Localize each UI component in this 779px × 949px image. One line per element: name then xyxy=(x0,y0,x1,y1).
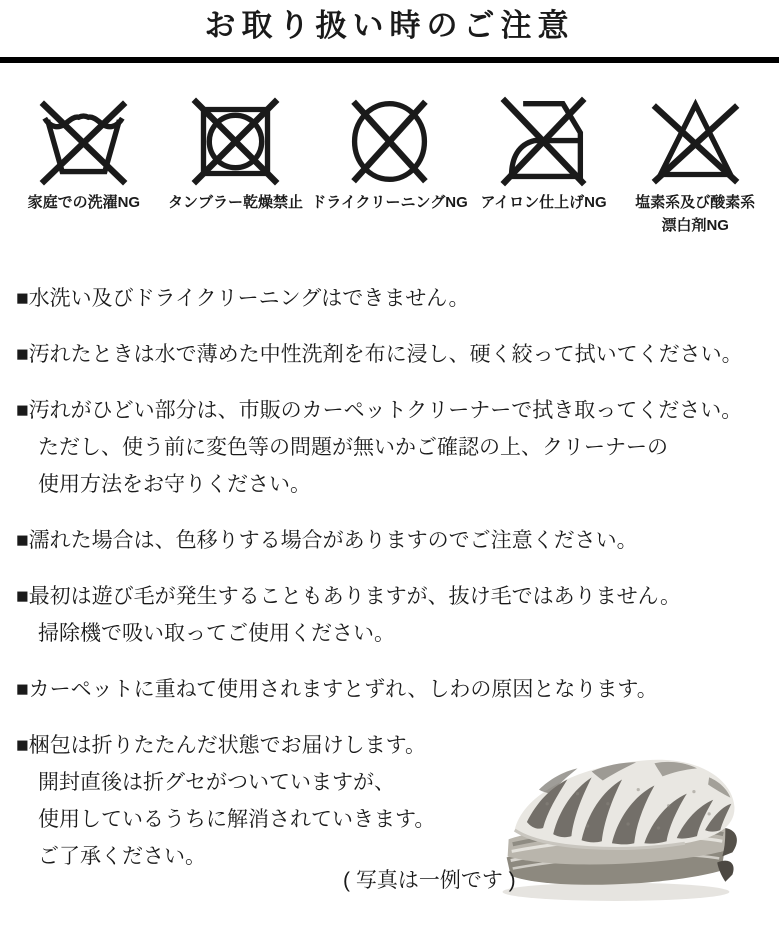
note-item xyxy=(16,671,779,708)
note-line: ■濡れた場合は、色移りする場合がありますのでご注意ください。 xyxy=(16,529,638,552)
no-dry-cleaning-icon xyxy=(341,93,438,190)
note-line: ■汚れがひどい部分は、市販のカーペットクリーナーで拭き取ってください。 xyxy=(16,399,743,422)
no-bleach-icon xyxy=(647,93,744,190)
care-symbol-label: ドライクリーニングNG xyxy=(311,194,468,211)
note-line: ■梱包は折りたたんだ状態でお届けします。 xyxy=(16,734,427,757)
note-item xyxy=(16,280,779,317)
note-line: 使用しているうちに解消されていきます。 xyxy=(38,808,436,831)
care-symbol-label: 家庭での洗濯NG xyxy=(27,194,141,211)
care-symbol-no-dry-cleaning xyxy=(311,93,467,213)
note-item xyxy=(16,336,779,373)
no-ironing-icon xyxy=(495,93,592,190)
product-photo xyxy=(486,743,750,905)
notes-list xyxy=(0,236,779,939)
note-line: ■カーペットに重ねて使用されますとずれ、しわの原因となります。 xyxy=(16,678,658,701)
care-symbol-label: 漂白剤NG xyxy=(661,217,729,234)
note-line: 使用方法をお守りください。 xyxy=(38,473,311,496)
care-symbol-no-bleach xyxy=(619,93,771,236)
note-line: ただし、使う前に変色等の問題が無いかご確認の上、クリーナーの xyxy=(38,436,668,459)
folded-rug-photo xyxy=(486,743,750,905)
note-line: 掃除機で吸い取ってご使用ください。 xyxy=(38,622,395,645)
note-line: 開封直後は折グセがついていますが、 xyxy=(38,771,395,794)
note-line: ご了承ください。 xyxy=(38,845,206,868)
no-home-washing-icon xyxy=(35,93,132,190)
care-symbol-no-tumble-dry xyxy=(160,93,312,213)
note-line: ■最初は遊び毛が発生することもありますが、抜け毛ではありません。 xyxy=(16,585,681,608)
no-tumble-dry-icon xyxy=(187,93,284,190)
packing-note-section xyxy=(16,727,779,939)
note-item xyxy=(16,522,779,559)
note-line: ■汚れたときは水で薄めた中性洗剤を布に浸し、硬く絞って拭いてください。 xyxy=(16,343,743,366)
care-symbol-label: アイロン仕上げNG xyxy=(480,194,607,211)
page-title: お取り扱い時のご注意 xyxy=(204,8,575,43)
care-symbols-row xyxy=(0,63,779,236)
care-symbol-label: 塩素系及び酸素系 xyxy=(635,194,756,211)
note-item xyxy=(16,392,779,503)
note-line: ■水洗い及びドライクリーニングはできません。 xyxy=(16,287,470,310)
photo-caption: ( 写真は一例です ) xyxy=(343,869,516,892)
care-symbol-no-home-washing xyxy=(8,93,160,213)
care-symbol-no-ironing xyxy=(468,93,620,213)
note-item xyxy=(16,578,779,652)
care-symbol-label: タンブラー乾燥禁止 xyxy=(167,194,303,211)
